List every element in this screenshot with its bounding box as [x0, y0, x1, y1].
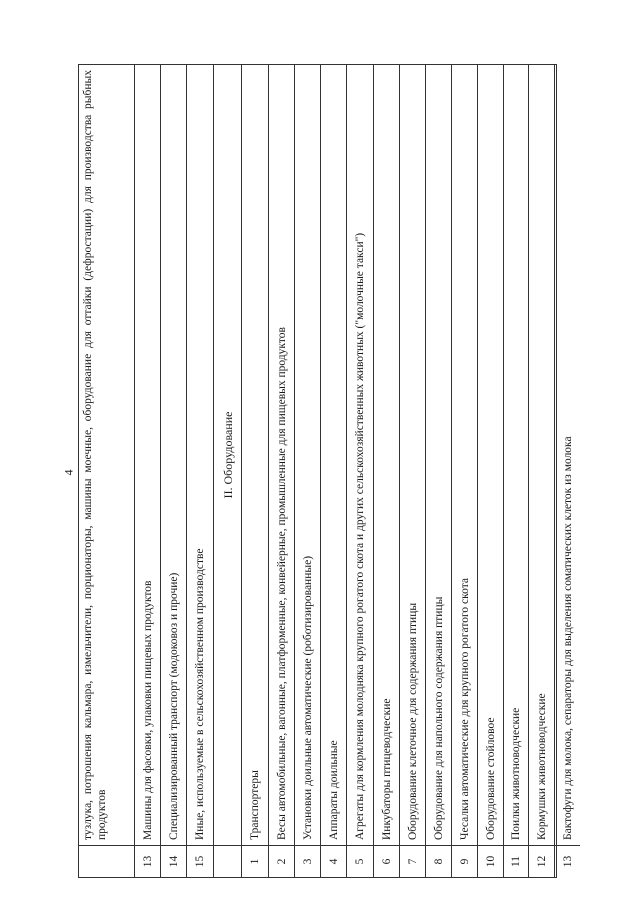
row-text: Поилки животноводческие	[510, 707, 522, 840]
row-text: Кормушки животноводческие	[535, 693, 548, 840]
row-number: 13	[135, 845, 160, 877]
row-number: 4	[321, 845, 346, 877]
table-row	[426, 65, 452, 877]
row-text: Чесалки автоматические для крупного рогатого скота	[458, 578, 471, 840]
row-number: 10	[478, 845, 503, 877]
row-text: Оборудование для напольного содержания птицы	[432, 596, 445, 840]
row-number: 11	[504, 845, 528, 877]
row-number: 9	[452, 845, 477, 877]
row-number: 5	[347, 845, 373, 877]
row-text: Установки доильные автоматические (роботизированные)	[301, 555, 314, 840]
table-row	[79, 65, 135, 877]
table-row	[295, 65, 321, 877]
section-heading-row	[214, 65, 242, 877]
row-number: 6	[374, 845, 399, 877]
row-number: 8	[426, 845, 451, 877]
row-text: Инкубаторы птицеводческие	[380, 698, 393, 840]
table-row	[135, 65, 161, 877]
row-text: Специализированный транспорт (модоковоз и прочие)	[167, 572, 180, 840]
row-number: 14	[161, 845, 186, 877]
row-text: Аппараты доильные	[327, 740, 340, 840]
page-number: 4	[61, 469, 76, 476]
table-row	[374, 65, 400, 877]
row-text: Машины для фасовки, упаковки пищевых продуктов	[141, 580, 154, 840]
equipment-table	[78, 64, 574, 878]
section-title: II. Оборудование	[220, 411, 235, 499]
row-number	[214, 845, 241, 877]
row-text: Иные, используемые в сельскохозяйственном производстве	[194, 548, 206, 840]
row-text: Оборудование стойловое	[484, 717, 497, 840]
row-number: 12	[529, 845, 554, 877]
row-number	[79, 845, 134, 877]
row-text: Оборудование клеточное для содержания птицы	[406, 602, 419, 840]
table-row	[187, 65, 214, 877]
row-number: 7	[400, 845, 425, 877]
row-number: 13	[555, 845, 580, 877]
table-row	[269, 65, 295, 877]
table-row	[242, 65, 269, 877]
table-row	[400, 65, 426, 877]
row-text: Бактофуги для молока, сепараторы для выделения соматических клеток из молока	[561, 436, 574, 840]
row-number: 3	[295, 845, 320, 877]
table-row	[504, 65, 529, 877]
table-row	[555, 65, 580, 877]
table-row	[529, 65, 555, 877]
table-row	[452, 65, 478, 877]
row-number: 15	[187, 845, 213, 877]
table-row	[161, 65, 187, 877]
row-text: Транспортеры	[249, 770, 261, 840]
table-row	[321, 65, 347, 877]
row-text: Весы автомобильные, вагонные, платформенные, конвейерные, промышленные для пищевых продуктов	[275, 327, 288, 840]
table-row	[478, 65, 504, 877]
row-number: 2	[269, 845, 294, 877]
row-number: 1	[242, 845, 268, 877]
row-text: тузлука, потрошения кальмара, измельчители, порционаторы, машины моечные, оборудование для оттайки (дефростации) для производства рыбных продуктов	[82, 70, 108, 840]
row-text: Агрегаты для кормления молодняка крупного рогатого скота и других сельскохозяйственных животных ("молочные такси")	[354, 232, 366, 840]
table-row	[347, 65, 374, 877]
